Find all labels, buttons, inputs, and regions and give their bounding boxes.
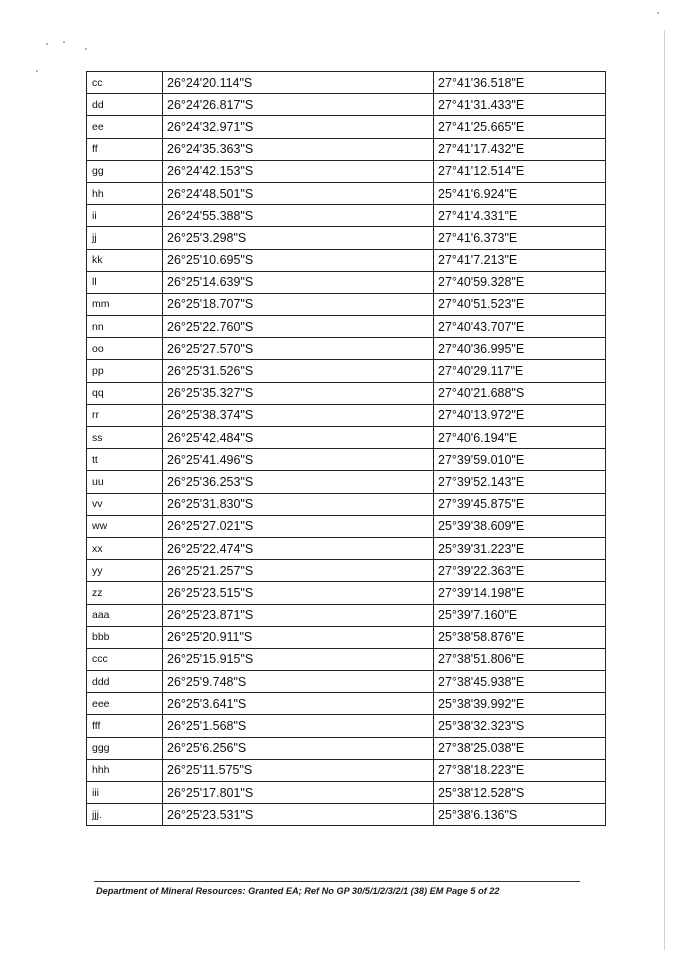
longitude-cell: 27°41'36.518"E — [434, 72, 606, 94]
point-label-cell: kk — [87, 249, 163, 271]
table-row — [87, 138, 606, 160]
longitude-cell: 27°39'45.875"E — [434, 493, 606, 515]
latitude-cell: 26°25'10.695"S — [163, 249, 434, 271]
latitude-cell: 26°25'31.526"S — [163, 360, 434, 382]
longitude-cell: 27°41'7.213"E — [434, 249, 606, 271]
latitude-cell: 26°25'18.707"S — [163, 293, 434, 315]
coordinates-table-body — [87, 72, 606, 826]
point-label-cell: qq — [87, 382, 163, 404]
longitude-cell: 27°38'51.806"E — [434, 648, 606, 670]
longitude-cell: 27°39'14.198"E — [434, 582, 606, 604]
point-label-cell: cc — [87, 72, 163, 94]
point-label-cell: aaa — [87, 604, 163, 626]
table-row — [87, 715, 606, 737]
point-label-cell: tt — [87, 449, 163, 471]
table-row — [87, 537, 606, 559]
longitude-cell: 27°40'59.328"E — [434, 271, 606, 293]
longitude-cell: 27°41'6.373"E — [434, 227, 606, 249]
latitude-cell: 26°25'31.830"S — [163, 493, 434, 515]
point-label-cell: oo — [87, 338, 163, 360]
latitude-cell: 26°24'20.114"S — [163, 72, 434, 94]
scan-speck — [657, 12, 659, 14]
latitude-cell: 26°24'35.363"S — [163, 138, 434, 160]
table-row — [87, 293, 606, 315]
page-footer: Department of Mineral Resources: Granted EA; Ref No GP 30/5/1/2/3/2/1 (38) EM Page 5 of 22 — [96, 886, 500, 896]
point-label-cell: ee — [87, 116, 163, 138]
longitude-cell: 27°39'52.143"E — [434, 471, 606, 493]
table-row — [87, 604, 606, 626]
table-row — [87, 205, 606, 227]
longitude-cell: 27°41'17.432"E — [434, 138, 606, 160]
table-row — [87, 759, 606, 781]
latitude-cell: 26°24'32.971"S — [163, 116, 434, 138]
point-label-cell: nn — [87, 316, 163, 338]
table-row — [87, 804, 606, 826]
point-label-cell: ii — [87, 205, 163, 227]
table-row — [87, 427, 606, 449]
longitude-cell: 25°38'58.876"E — [434, 626, 606, 648]
longitude-cell: 27°40'51.523"E — [434, 293, 606, 315]
table-row — [87, 116, 606, 138]
longitude-cell: 27°39'22.363"E — [434, 560, 606, 582]
latitude-cell: 26°25'23.871"S — [163, 604, 434, 626]
table-row — [87, 271, 606, 293]
longitude-cell: 27°40'36.995"E — [434, 338, 606, 360]
point-label-cell: zz — [87, 582, 163, 604]
latitude-cell: 26°25'22.474"S — [163, 537, 434, 559]
latitude-cell: 26°25'1.568"S — [163, 715, 434, 737]
latitude-cell: 26°25'9.748"S — [163, 671, 434, 693]
latitude-cell: 26°25'27.570"S — [163, 338, 434, 360]
longitude-cell: 27°40'29.117"E — [434, 360, 606, 382]
latitude-cell: 26°25'6.256"S — [163, 737, 434, 759]
latitude-cell: 26°25'11.575"S — [163, 759, 434, 781]
table-row — [87, 493, 606, 515]
table-row — [87, 471, 606, 493]
latitude-cell: 26°25'35.327"S — [163, 382, 434, 404]
scan-speck — [63, 41, 65, 43]
scan-speck — [36, 70, 38, 72]
point-label-cell: bbb — [87, 626, 163, 648]
longitude-cell: 27°40'43.707"E — [434, 316, 606, 338]
latitude-cell: 26°25'23.515"S — [163, 582, 434, 604]
latitude-cell: 26°24'42.153"S — [163, 160, 434, 182]
latitude-cell: 26°24'26.817"S — [163, 94, 434, 116]
scan-speck — [85, 48, 87, 50]
point-label-cell: ggg — [87, 737, 163, 759]
point-label-cell: rr — [87, 404, 163, 426]
latitude-cell: 26°25'3.641"S — [163, 693, 434, 715]
longitude-cell: 27°41'12.514"E — [434, 160, 606, 182]
longitude-cell: 25°39'31.223"E — [434, 537, 606, 559]
point-label-cell: mm — [87, 293, 163, 315]
latitude-cell: 26°25'22.760"S — [163, 316, 434, 338]
table-row — [87, 316, 606, 338]
longitude-cell: 27°41'4.331"E — [434, 205, 606, 227]
longitude-cell: 25°38'39.992"E — [434, 693, 606, 715]
longitude-cell: 25°41'6.924"E — [434, 182, 606, 204]
longitude-cell: 27°40'21.688"S — [434, 382, 606, 404]
latitude-cell: 26°25'23.531"S — [163, 804, 434, 826]
table-row — [87, 582, 606, 604]
table-row — [87, 94, 606, 116]
point-label-cell: eee — [87, 693, 163, 715]
latitude-cell: 26°25'38.374"S — [163, 404, 434, 426]
table-row — [87, 693, 606, 715]
point-label-cell: jjj. — [87, 804, 163, 826]
point-label-cell: ww — [87, 515, 163, 537]
table-row — [87, 360, 606, 382]
latitude-cell: 26°25'36.253"S — [163, 471, 434, 493]
point-label-cell: ddd — [87, 671, 163, 693]
table-row — [87, 382, 606, 404]
point-label-cell: vv — [87, 493, 163, 515]
table-row — [87, 737, 606, 759]
table-row — [87, 648, 606, 670]
point-label-cell: xx — [87, 537, 163, 559]
point-label-cell: hhh — [87, 759, 163, 781]
coordinates-table — [86, 71, 606, 826]
point-label-cell: fff — [87, 715, 163, 737]
page-edge-line — [664, 30, 665, 950]
table-row — [87, 515, 606, 537]
point-label-cell: dd — [87, 94, 163, 116]
table-row — [87, 182, 606, 204]
longitude-cell: 27°40'13.972"E — [434, 404, 606, 426]
longitude-cell: 25°38'12.528"S — [434, 782, 606, 804]
latitude-cell: 26°25'14.639"S — [163, 271, 434, 293]
point-label-cell: ff — [87, 138, 163, 160]
footer-divider — [94, 881, 580, 882]
table-row — [87, 782, 606, 804]
longitude-cell: 27°41'31.433"E — [434, 94, 606, 116]
longitude-cell: 25°38'6.136"S — [434, 804, 606, 826]
latitude-cell: 26°25'17.801"S — [163, 782, 434, 804]
table-row — [87, 671, 606, 693]
longitude-cell: 27°38'18.223"E — [434, 759, 606, 781]
longitude-cell: 25°39'38.609"E — [434, 515, 606, 537]
point-label-cell: ll — [87, 271, 163, 293]
table-row — [87, 160, 606, 182]
point-label-cell: hh — [87, 182, 163, 204]
point-label-cell: iii — [87, 782, 163, 804]
latitude-cell: 26°25'42.484"S — [163, 427, 434, 449]
longitude-cell: 27°41'25.665"E — [434, 116, 606, 138]
latitude-cell: 26°25'21.257"S — [163, 560, 434, 582]
longitude-cell: 27°40'6.194"E — [434, 427, 606, 449]
table-row — [87, 449, 606, 471]
table-row — [87, 72, 606, 94]
table-row — [87, 560, 606, 582]
latitude-cell: 26°25'41.496"S — [163, 449, 434, 471]
latitude-cell: 26°25'27.021"S — [163, 515, 434, 537]
table-row — [87, 626, 606, 648]
table-row — [87, 249, 606, 271]
point-label-cell: uu — [87, 471, 163, 493]
latitude-cell: 26°25'3.298"S — [163, 227, 434, 249]
latitude-cell: 26°25'20.911"S — [163, 626, 434, 648]
latitude-cell: 26°24'48.501"S — [163, 182, 434, 204]
table-row — [87, 404, 606, 426]
longitude-cell: 27°39'59.010"E — [434, 449, 606, 471]
point-label-cell: jj — [87, 227, 163, 249]
longitude-cell: 25°38'32.323"S — [434, 715, 606, 737]
point-label-cell: ccc — [87, 648, 163, 670]
point-label-cell: ss — [87, 427, 163, 449]
point-label-cell: pp — [87, 360, 163, 382]
longitude-cell: 25°39'7.160"E — [434, 604, 606, 626]
longitude-cell: 27°38'45.938"E — [434, 671, 606, 693]
table-row — [87, 227, 606, 249]
table-row — [87, 338, 606, 360]
point-label-cell: gg — [87, 160, 163, 182]
longitude-cell: 27°38'25.038"E — [434, 737, 606, 759]
point-label-cell: yy — [87, 560, 163, 582]
latitude-cell: 26°25'15.915"S — [163, 648, 434, 670]
latitude-cell: 26°24'55.388"S — [163, 205, 434, 227]
scan-speck — [46, 43, 48, 45]
